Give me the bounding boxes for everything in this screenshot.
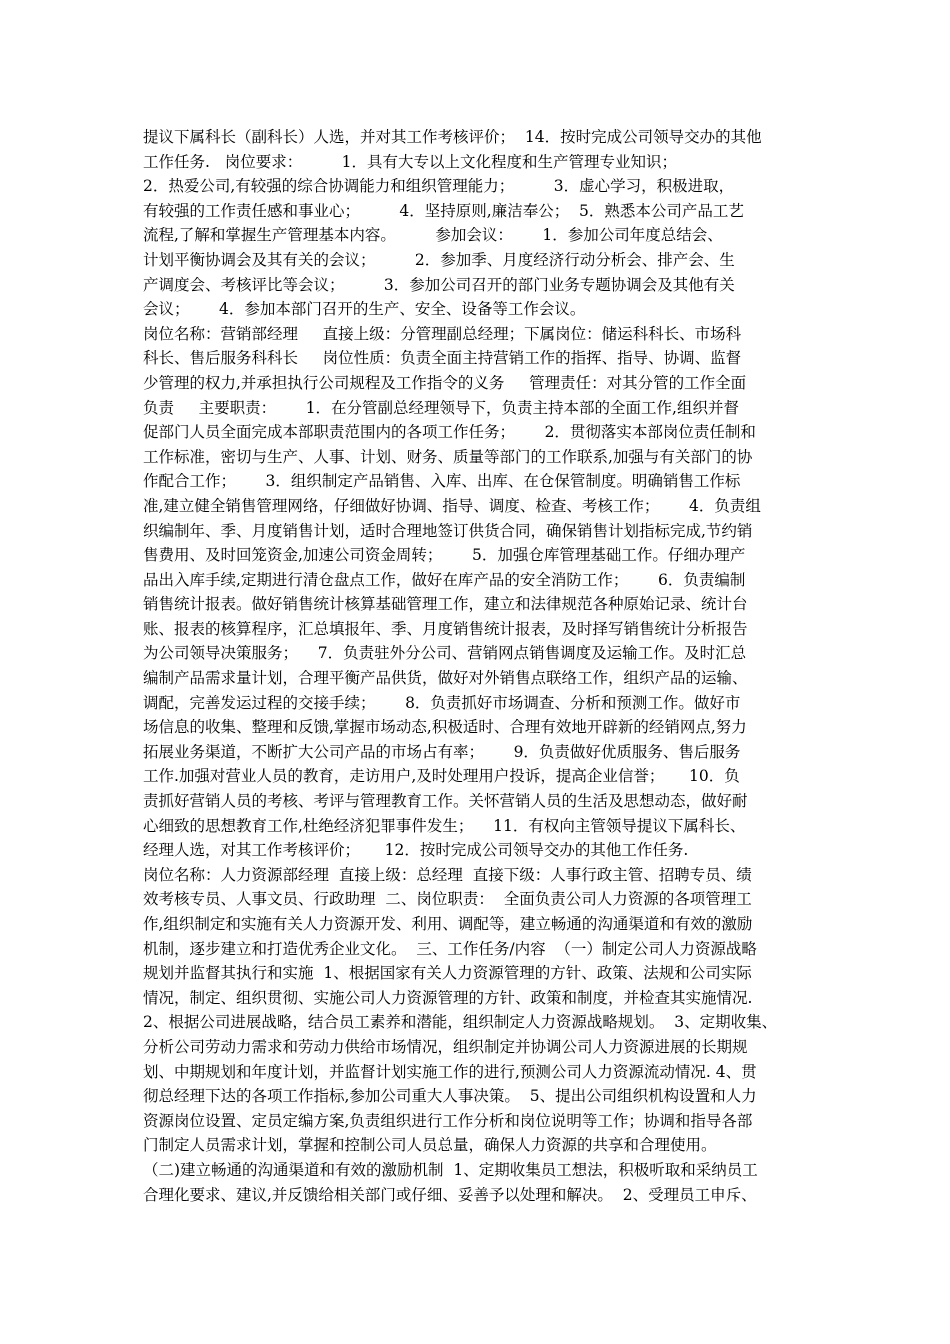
text-line: 会议； 4．参加本部门召开的生产、安全、设备等工作会议。 bbox=[143, 300, 586, 319]
text-line: 岗位名称：人力资源部经理 直接上级：总经理 直接下级：人事行政主管、招聘专员、绩 bbox=[143, 865, 752, 884]
text-line: 岗位名称：营销部经理 直接上级：分管理副总经理；下属岗位：储运科科长、市场科 bbox=[143, 324, 742, 343]
text-line: 工作标准，密切与生产、人事、计划、财务、质量等部门的工作联系,加强与有关部门的协 bbox=[143, 447, 753, 466]
text-line: 准,建立健全销售管理网络，仔细做好协调、指导、调度、检查、考核工作； 4．负责组 bbox=[143, 496, 761, 515]
text-line: 为公司领导决策服务； 7．负责驻外分公司、营销网点销售调度及运输工作。及时汇总 bbox=[143, 644, 747, 663]
text-line: 划、中期规划和年度计划，并监督计划实施工作的进行,预测公司人力资源流动情况. 4、贯 bbox=[143, 1062, 757, 1081]
text-line: 编制产品需求量计划，合理平衡产品供货，做好对外销售点联络工作，组织产品的运输、 bbox=[143, 669, 748, 688]
text-line: 提议下属科长（副科长）人选，并对其工作考核评价； 14．按时完成公司领导交办的其他 bbox=[143, 128, 762, 146]
text-line: 工作.加强对营业人员的教育，走访用户,及时处理用户投诉，提高企业信誉； 10．负 bbox=[143, 767, 740, 786]
text-line: 场信息的收集、整理和反馈,掌握市场动态,积极适时、合理有效地开辟新的经销网点,努力 bbox=[143, 718, 747, 737]
text-line: （二)建立畅通的沟通渠道和有效的激励机制 1、定期收集员工想法，积极听取和采纳员工 bbox=[143, 1160, 758, 1179]
text-line: 促部门人员全面完成本部职责范围内的各项工作任务； 2．贯彻落实本部岗位责任制和 bbox=[143, 423, 756, 442]
text-line: 责抓好营销人员的考核、考评与管理教育工作。关怀营销人员的生活及思想动态，做好耐 bbox=[143, 792, 748, 811]
text-line: 作配合工作； 3．组织制定产品销售、入库、出库、在仓保管制度。明确销售工作标 bbox=[143, 472, 741, 491]
text-line: 流程,了解和掌握生产管理基本内容。 参加会议： 1．参加公司年度总结会、 bbox=[143, 226, 723, 245]
text-line: 科长、售后服务科科长 岗位性质：负责全面主持营销工作的指挥、指导、协调、监督 bbox=[143, 349, 742, 368]
text-line: 2．热爱公司,有较强的综合协调能力和组织管理能力； 3．虚心学习，积极进取， bbox=[143, 177, 735, 196]
text-line: 规划并监督其执行和实施 1、根据国家有关人力资源管理的方针、政策、法规和公司实际 bbox=[143, 964, 752, 983]
text-line: 情况，制定、组织贯彻、实施公司人力资源管理的方针、政策和制度，并检查其实施情况. bbox=[143, 988, 753, 1007]
text-line: 资源岗位设置、定员定编方案,负责组织进行工作分析和岗位说明等工作；协调和指导各部 bbox=[143, 1111, 753, 1130]
text-line: 工作任务. 岗位要求： 1．具有大专以上文化程度和生产管理专业知识； bbox=[143, 152, 677, 171]
text-line: 负责 主要职责： 1．在分管副总经理领导下，负责主持本部的全面工作,组织并督 bbox=[143, 398, 739, 417]
text-line: 机制，逐步建立和打造优秀企业文化。 三、工作任务/内容 （一）制定公司人力资源战略 bbox=[143, 939, 757, 958]
text-line: 售费用、及时回笼资金,加速公司资金周转； 5．加强仓库管理基础工作。仔细办理产 bbox=[143, 546, 746, 565]
text-line: 2、根据公司进展战略，结合员工素养和潜能，组织制定人力资源战略规划。 3、定期收集、 bbox=[143, 1013, 778, 1032]
text-line: 效考核专员、人事文员、行政助理 二、岗位职责： 全面负责公司人力资源的各项管理工 bbox=[143, 890, 752, 909]
text-line: 账、报表的核算程序，汇总填报年、季、月度销售统计报表，及时择写销售统计分析报告 bbox=[143, 619, 748, 638]
text-line: 织编制年、季、月度销售计划，适时合理地签订供货合同，确保销售计划指标完成,节约销 bbox=[143, 521, 753, 540]
text-line: 计划平衡协调会及其有关的会议； 2．参加季、月度经济行动分析会、排产会、生 bbox=[143, 250, 735, 269]
text-line: 产调度会、考核评比等会议； 3．参加公司召开的部门业务专题协调会及其他有关 bbox=[143, 275, 735, 294]
text-line: 门制定人员需求计划，掌握和控制公司人员总量，确保人力资源的共享和合理使用。 bbox=[143, 1136, 717, 1155]
text-line: 调配，完善发运过程的交接手续； 8．负责抓好市场调查、分析和预测工作。做好市 bbox=[143, 693, 741, 712]
body-text bbox=[143, 125, 811, 1207]
text-line: 品出入库手续,定期进行清仓盘点工作，做好在库产品的安全消防工作； 6．负责编制 bbox=[143, 570, 746, 589]
text-line: 彻总经理下达的各项工作指标,参加公司重大人事决策。 5、提出公司组织机构设置和人力 bbox=[143, 1087, 757, 1106]
text-line: 心细致的思想教育工作,杜绝经济犯罪事件发生； 11．有权向主管领导提议下属科长、 bbox=[143, 816, 746, 835]
text-line: 经理人选，对其工作考核评价； 12．按时完成公司领导交办的其他工作任务. bbox=[143, 841, 689, 860]
text-line: 有较强的工作责任感和事业心； 4．坚持原则,廉洁奉公； 5．熟悉本公司产品工艺 bbox=[143, 201, 744, 220]
text-line: 合理化要求、建议,并反馈给相关部门或仔细、妥善予以处理和解决。 2、受理员工申斥、 bbox=[143, 1185, 757, 1204]
text-line: 分析公司劳动力需求和劳动力供给市场情况，组织制定并协调公司人力资源进展的长期规 bbox=[143, 1037, 748, 1056]
text-line: 销售统计报表。做好销售统计核算基础管理工作，建立和法律规范各种原始记录、统计台 bbox=[143, 595, 748, 614]
text-line: 少管理的权力,并承担执行公司规程及工作指令的义务 管理责任：对其分管的工作全面 bbox=[143, 373, 747, 392]
text-line: 作,组织制定和实施有关人力资源开发、利用、调配等，建立畅通的沟通渠道和有效的激励 bbox=[143, 915, 753, 933]
text-line: 拓展业务渠道，不断扩大公司产品的市场占有率； 9．负责做好优质服务、售后服务 bbox=[143, 742, 741, 761]
